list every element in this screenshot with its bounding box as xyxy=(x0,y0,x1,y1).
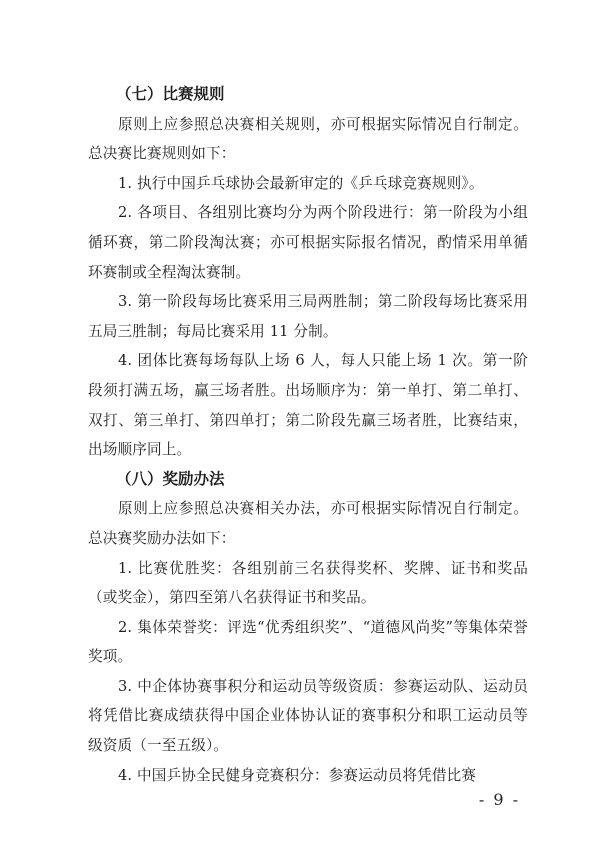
section-heading-award-methods: （八）奖励办法 xyxy=(116,469,225,488)
page-number: - 9 - xyxy=(478,790,520,809)
paragraph-award-1: 1. 比赛优胜奖：各组别前三名获得奖杯、奖牌、证书和奖品（或奖金），第四至第八名获得证书和奖品。 xyxy=(88,559,528,607)
paragraph-rule-2: 2. 各项目、各组别比赛均分为两个阶段进行：第一阶段为小组循环赛，第二阶段淘汰赛；亦可根据实际报名情况，酌情采用单循环赛制或全程淘汰赛制。 xyxy=(88,204,528,281)
paragraph-award-2: 2. 集体荣誉奖：评选“优秀组织奖”、“道德风尚奖”等集体荣誉奖项。 xyxy=(88,618,528,666)
paragraph-rule-1: 1. 执行中国乒乓球协会最新审定的《乒乓球竞赛规则》。 xyxy=(118,174,484,192)
paragraph-rule-4: 4. 团体比赛每场每队上场 6 人，每人只能上场 1 次。第一阶段须打满五场，赢三场者胜。出场顺序为：第一单打、第二单打、双打、第三单打、第四单打；第二阶段先赢三场者胜，比赛结束，出场顺序同上。 xyxy=(88,352,528,459)
section-heading-competition-rules: （七）比赛规则 xyxy=(116,85,225,103)
paragraph-rule-3: 3. 第一阶段每场比赛采用三局两胜制；第二阶段每场比赛采用五局三胜制；每局比赛采用 11 分制。 xyxy=(88,293,528,340)
paragraph-rules-intro: 原则上应参照总决赛相关规则，亦可根据实际情况自行制定。总决赛比赛规则如下： xyxy=(88,115,528,163)
page-content xyxy=(88,80,528,790)
paragraph-awards-intro: 原则上应参照总决赛相关办法，亦可根据实际情况自行制定。总决赛奖励办法如下： xyxy=(88,500,528,547)
paragraph-award-4: 4. 中国乒协全民健身竞赛积分：参赛运动员将凭借比赛 xyxy=(118,766,477,784)
paragraph-award-3: 3. 中企体协赛事积分和运动员等级资质：参赛运动队、运动员将凭借比赛成绩获得中国企业体协认证的赛事积分和职工运动员等级资质（一至五级）。 xyxy=(88,677,528,755)
